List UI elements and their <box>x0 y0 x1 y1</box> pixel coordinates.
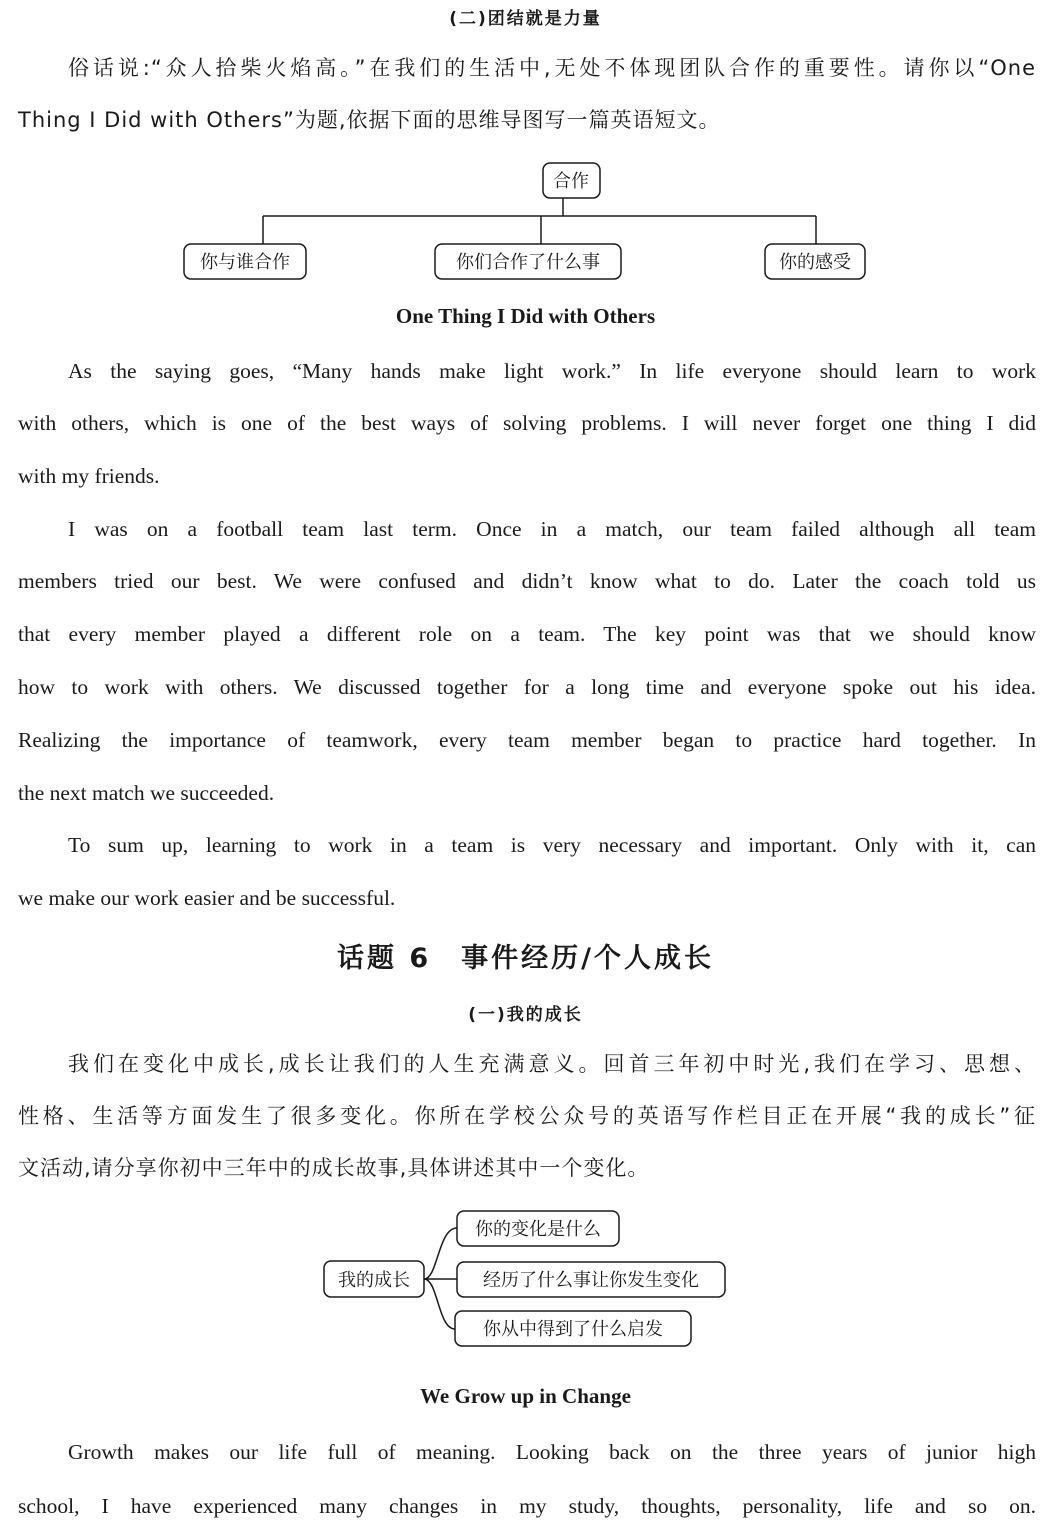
essay-line: we make our work easier and be successful. <box>18 886 396 910</box>
essay-title: One Thing I Did with Others <box>395 304 656 328</box>
essay-line: I was on a football team last term. Once in a match, our team failed although all team <box>68 517 1036 541</box>
mind-map-cooperation <box>0 150 1051 290</box>
essay-line: As the saying goes, “Many hands make light work.” In life everyone should learn to work <box>68 359 1036 383</box>
mindmap-node: 你们合作了什么事 <box>456 252 600 273</box>
mindmap-node: 你从中得到了什么启发 <box>483 1319 663 1340</box>
section-title: (二)团结就是力量 <box>449 9 602 29</box>
essay-line: the next match we succeeded. <box>18 781 275 805</box>
essay-line: that every member played a different role on a team. The key point was that we should know <box>18 622 1036 646</box>
prompt-line: Thing I Did with Others”为题,依据下面的思维导图写一篇英语短文。 <box>18 108 721 132</box>
essay-line: Realizing the importance of teamwork, every team member began to practice hard together. In <box>18 728 1036 752</box>
essay-line: To sum up, learning to work in a team is very necessary and important. Only with it, can <box>68 833 1036 857</box>
essay-line: with my friends. <box>18 464 160 488</box>
mindmap-root: 我的成长 <box>338 1270 410 1291</box>
mindmap-node: 你的感受 <box>779 252 851 273</box>
section-title: (一)我的成长 <box>468 1005 583 1025</box>
topic-title: 话题 6 事件经历/个人成长 <box>336 943 715 974</box>
essay-line: school, I have experienced many changes in my study, thoughts, personality, life and so on. <box>18 1494 1036 1518</box>
mind-map-growth <box>0 1200 1051 1360</box>
prompt-line: 俗话说:“众人拾柴火焰高。”在我们的生活中,无处不体现团队合作的重要性。请你以“One <box>68 56 1036 80</box>
essay-line: how to work with others. We discussed together for a long time and everyone spoke out his idea. <box>18 675 1036 699</box>
prompt-line: 我们在变化中成长,成长让我们的人生充满意义。回首三年初中时光,我们在学习、思想、 <box>68 1052 1036 1076</box>
essay-line: members tried our best. We were confused and didn’t know what to do. Later the coach told us <box>18 569 1036 593</box>
essay-title: We Grow up in Change <box>420 1384 631 1408</box>
essay-line: Growth makes our life full of meaning. Looking back on the three years of junior high <box>68 1440 1036 1464</box>
prompt-line: 性格、生活等方面发生了很多变化。你所在学校公众号的英语写作栏目正在开展“我的成长”征 <box>18 1104 1036 1128</box>
mindmap-node: 你的变化是什么 <box>475 1219 601 1240</box>
prompt-line: 文活动,请分享你初中三年中的成长故事,具体讲述其中一个变化。 <box>18 1156 650 1180</box>
mindmap-node: 你与谁合作 <box>200 252 290 273</box>
mindmap-node: 经历了什么事让你发生变化 <box>483 1270 699 1291</box>
essay-line: with others, which is one of the best ways of solving problems. I will never forget one thing I did <box>18 411 1036 435</box>
mindmap-root: 合作 <box>553 171 589 192</box>
